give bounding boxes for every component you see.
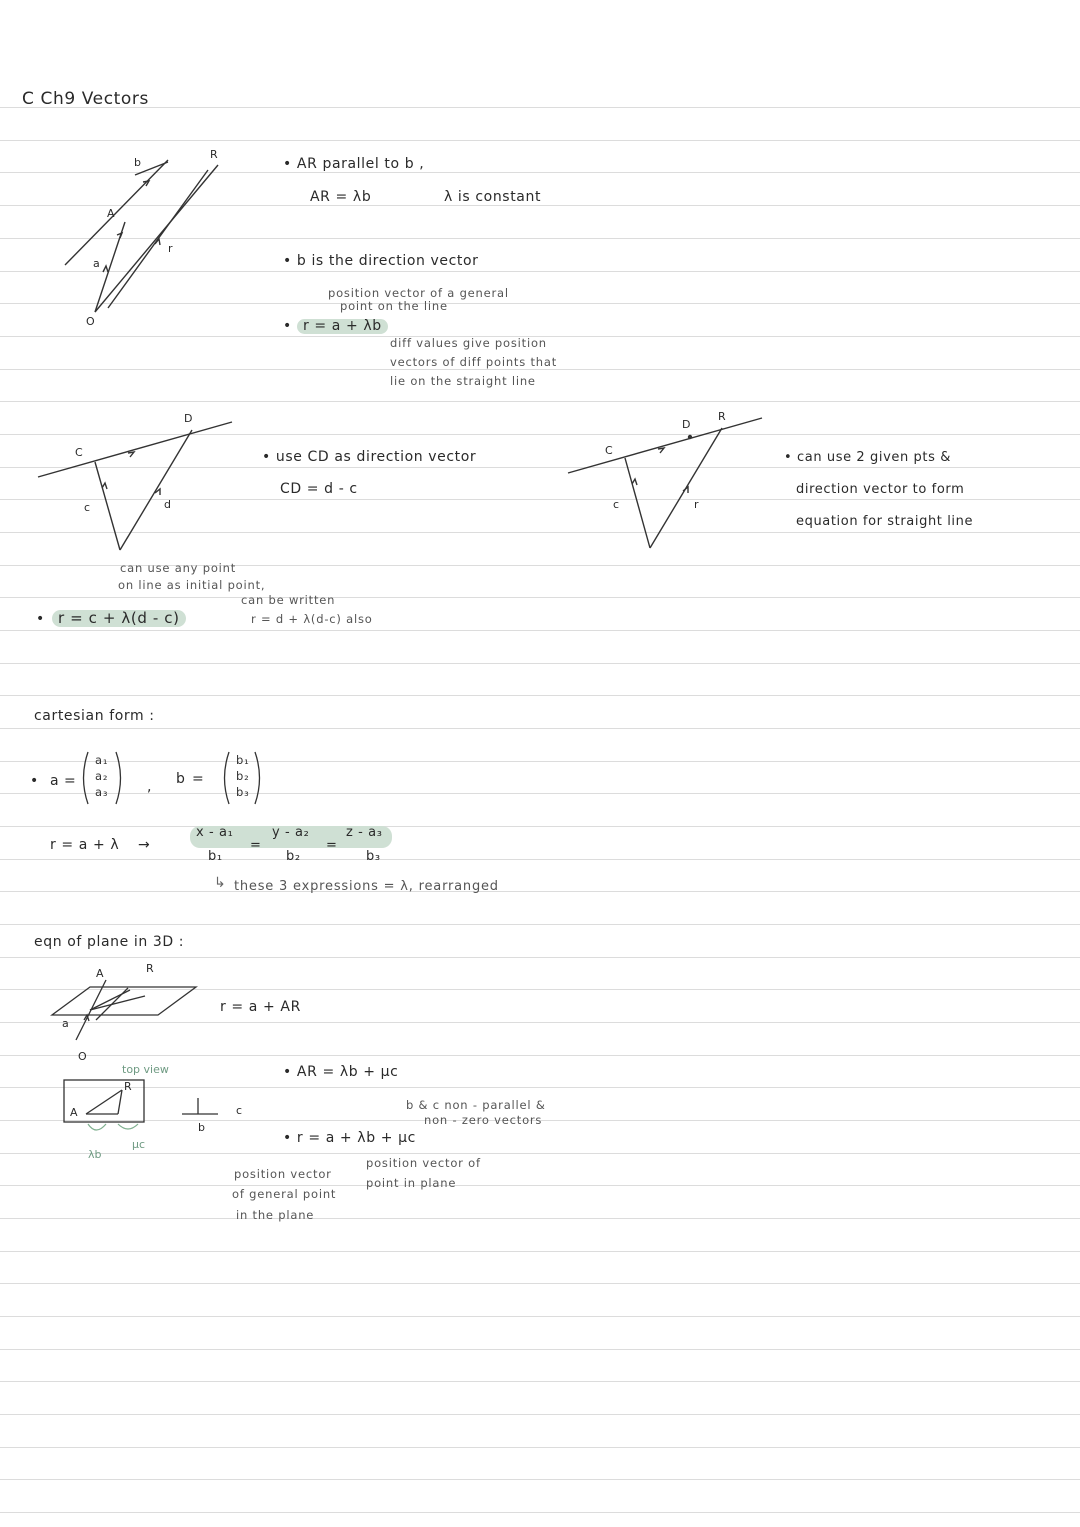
note-any-point-1: can use any point (120, 561, 237, 575)
note-rearranged: these 3 expressions = λ, rearranged (234, 879, 499, 894)
frac3-num: z - a₃ (346, 825, 383, 840)
label-b-axis: b (198, 1121, 205, 1134)
a-entry-1: a₁ (95, 753, 109, 767)
formula-bullet: • (283, 318, 292, 334)
page-title: C Ch9 Vectors (22, 89, 149, 109)
label-D-right: D (682, 418, 691, 431)
a-vector-name: a (50, 773, 60, 789)
label-R: R (210, 148, 218, 161)
b-entry-1: b₁ (236, 753, 250, 767)
a-equals: = (64, 773, 77, 789)
frac2-num: y - a₂ (272, 825, 310, 840)
label-c-axis: c (236, 1104, 243, 1117)
label-O-plane: O (78, 1050, 87, 1063)
cd-equals: CD = d - c (280, 481, 358, 497)
plane-eq-2: • AR = λb + μc (283, 1064, 399, 1080)
use-cd-direction: • use CD as direction vector (262, 449, 477, 465)
lambda-constant: λ is constant (444, 189, 542, 205)
note-any-point-2: on line as initial point, (118, 578, 266, 592)
plane-heading: eqn of plane in 3D : (34, 934, 185, 950)
label-d-left: d (164, 498, 171, 511)
label-c-left: c (84, 501, 91, 514)
label-D-left: D (184, 412, 193, 425)
label-A-plane: A (96, 967, 104, 980)
label-b: b (134, 156, 141, 169)
note-two-points-2: direction vector to form (796, 482, 965, 497)
label-A: A (107, 207, 115, 220)
frac3-den: b₃ (366, 849, 381, 864)
b-entry-3: b₃ (236, 785, 250, 799)
top-view-label: top view (122, 1063, 169, 1076)
ar-equals-lambda-b: AR = λb (310, 189, 372, 205)
direction-vector-line: • b is the direction vector (283, 253, 479, 269)
label-r: r (168, 242, 173, 255)
eq-sign-2: = (326, 838, 338, 853)
label-r-right: r (694, 498, 699, 511)
cartesian-bullet: • (30, 773, 39, 789)
ar-parallel-line: • AR parallel to b , (283, 156, 425, 172)
note-bc-1: b & c non - parallel & (406, 1098, 546, 1112)
b-vector-name: b (176, 771, 186, 787)
comma: , (147, 779, 153, 795)
plane-eq-3: • r = a + λb + μc (283, 1130, 416, 1146)
note-two-points-1: • can use 2 given pts & (784, 450, 951, 465)
note-point-in-plane-2: point in plane (366, 1176, 457, 1190)
b-equals: = (192, 771, 205, 787)
r-expression: r = a + λ (50, 837, 120, 853)
lambda-b-label: λb (88, 1148, 102, 1161)
formula-bullet-2: • (36, 611, 45, 627)
label-a: a (93, 257, 100, 270)
label-A-topview: A (70, 1106, 78, 1119)
label-C-right: C (605, 444, 613, 457)
note-diff-values-3: lie on the straight line (390, 374, 536, 388)
label-R-right: R (718, 410, 726, 423)
note-general-point-3: in the plane (236, 1208, 315, 1222)
note-any-point-4: r = d + λ(d-c) also (251, 612, 373, 626)
plane-eq-1: r = a + AR (220, 999, 301, 1015)
label-O: O (86, 315, 95, 328)
mu-c-label: μc (132, 1138, 146, 1151)
b-entry-2: b₂ (236, 769, 250, 783)
a-entry-2: a₂ (95, 769, 109, 783)
line-equation-formula: r = a + λb (297, 319, 388, 334)
frac1-num: x - a₁ (196, 825, 234, 840)
frac1-den: b₁ (208, 849, 223, 864)
note-diff-values-2: vectors of diff points that (390, 355, 558, 369)
note-any-point-3: can be written (241, 593, 336, 607)
note-bracket: ↳ (214, 875, 227, 891)
note-general-point-1: position vector (234, 1167, 332, 1181)
implies-arrow: → (138, 837, 151, 853)
note-position-vector-2: point on the line (340, 299, 448, 313)
two-point-line-formula: r = c + λ(d - c) (52, 610, 186, 627)
note-position-vector: position vector of a general (328, 286, 509, 300)
note-bc-2: non - zero vectors (424, 1113, 543, 1127)
frac2-den: b₂ (286, 849, 301, 864)
a-entry-3: a₃ (95, 785, 109, 799)
label-R-plane: R (146, 962, 154, 975)
label-R-topview: R (124, 1080, 132, 1093)
note-point-in-plane-1: position vector of (366, 1156, 481, 1170)
label-a-plane: a (62, 1017, 69, 1030)
cartesian-heading: cartesian form : (34, 708, 155, 724)
note-two-points-3: equation for straight line (796, 514, 974, 529)
note-diff-values-1: diff values give position (390, 336, 547, 350)
eq-sign-1: = (250, 838, 262, 853)
label-c-right: c (613, 498, 620, 511)
label-C-left: C (75, 446, 83, 459)
note-general-point-2: of general point (232, 1187, 337, 1201)
